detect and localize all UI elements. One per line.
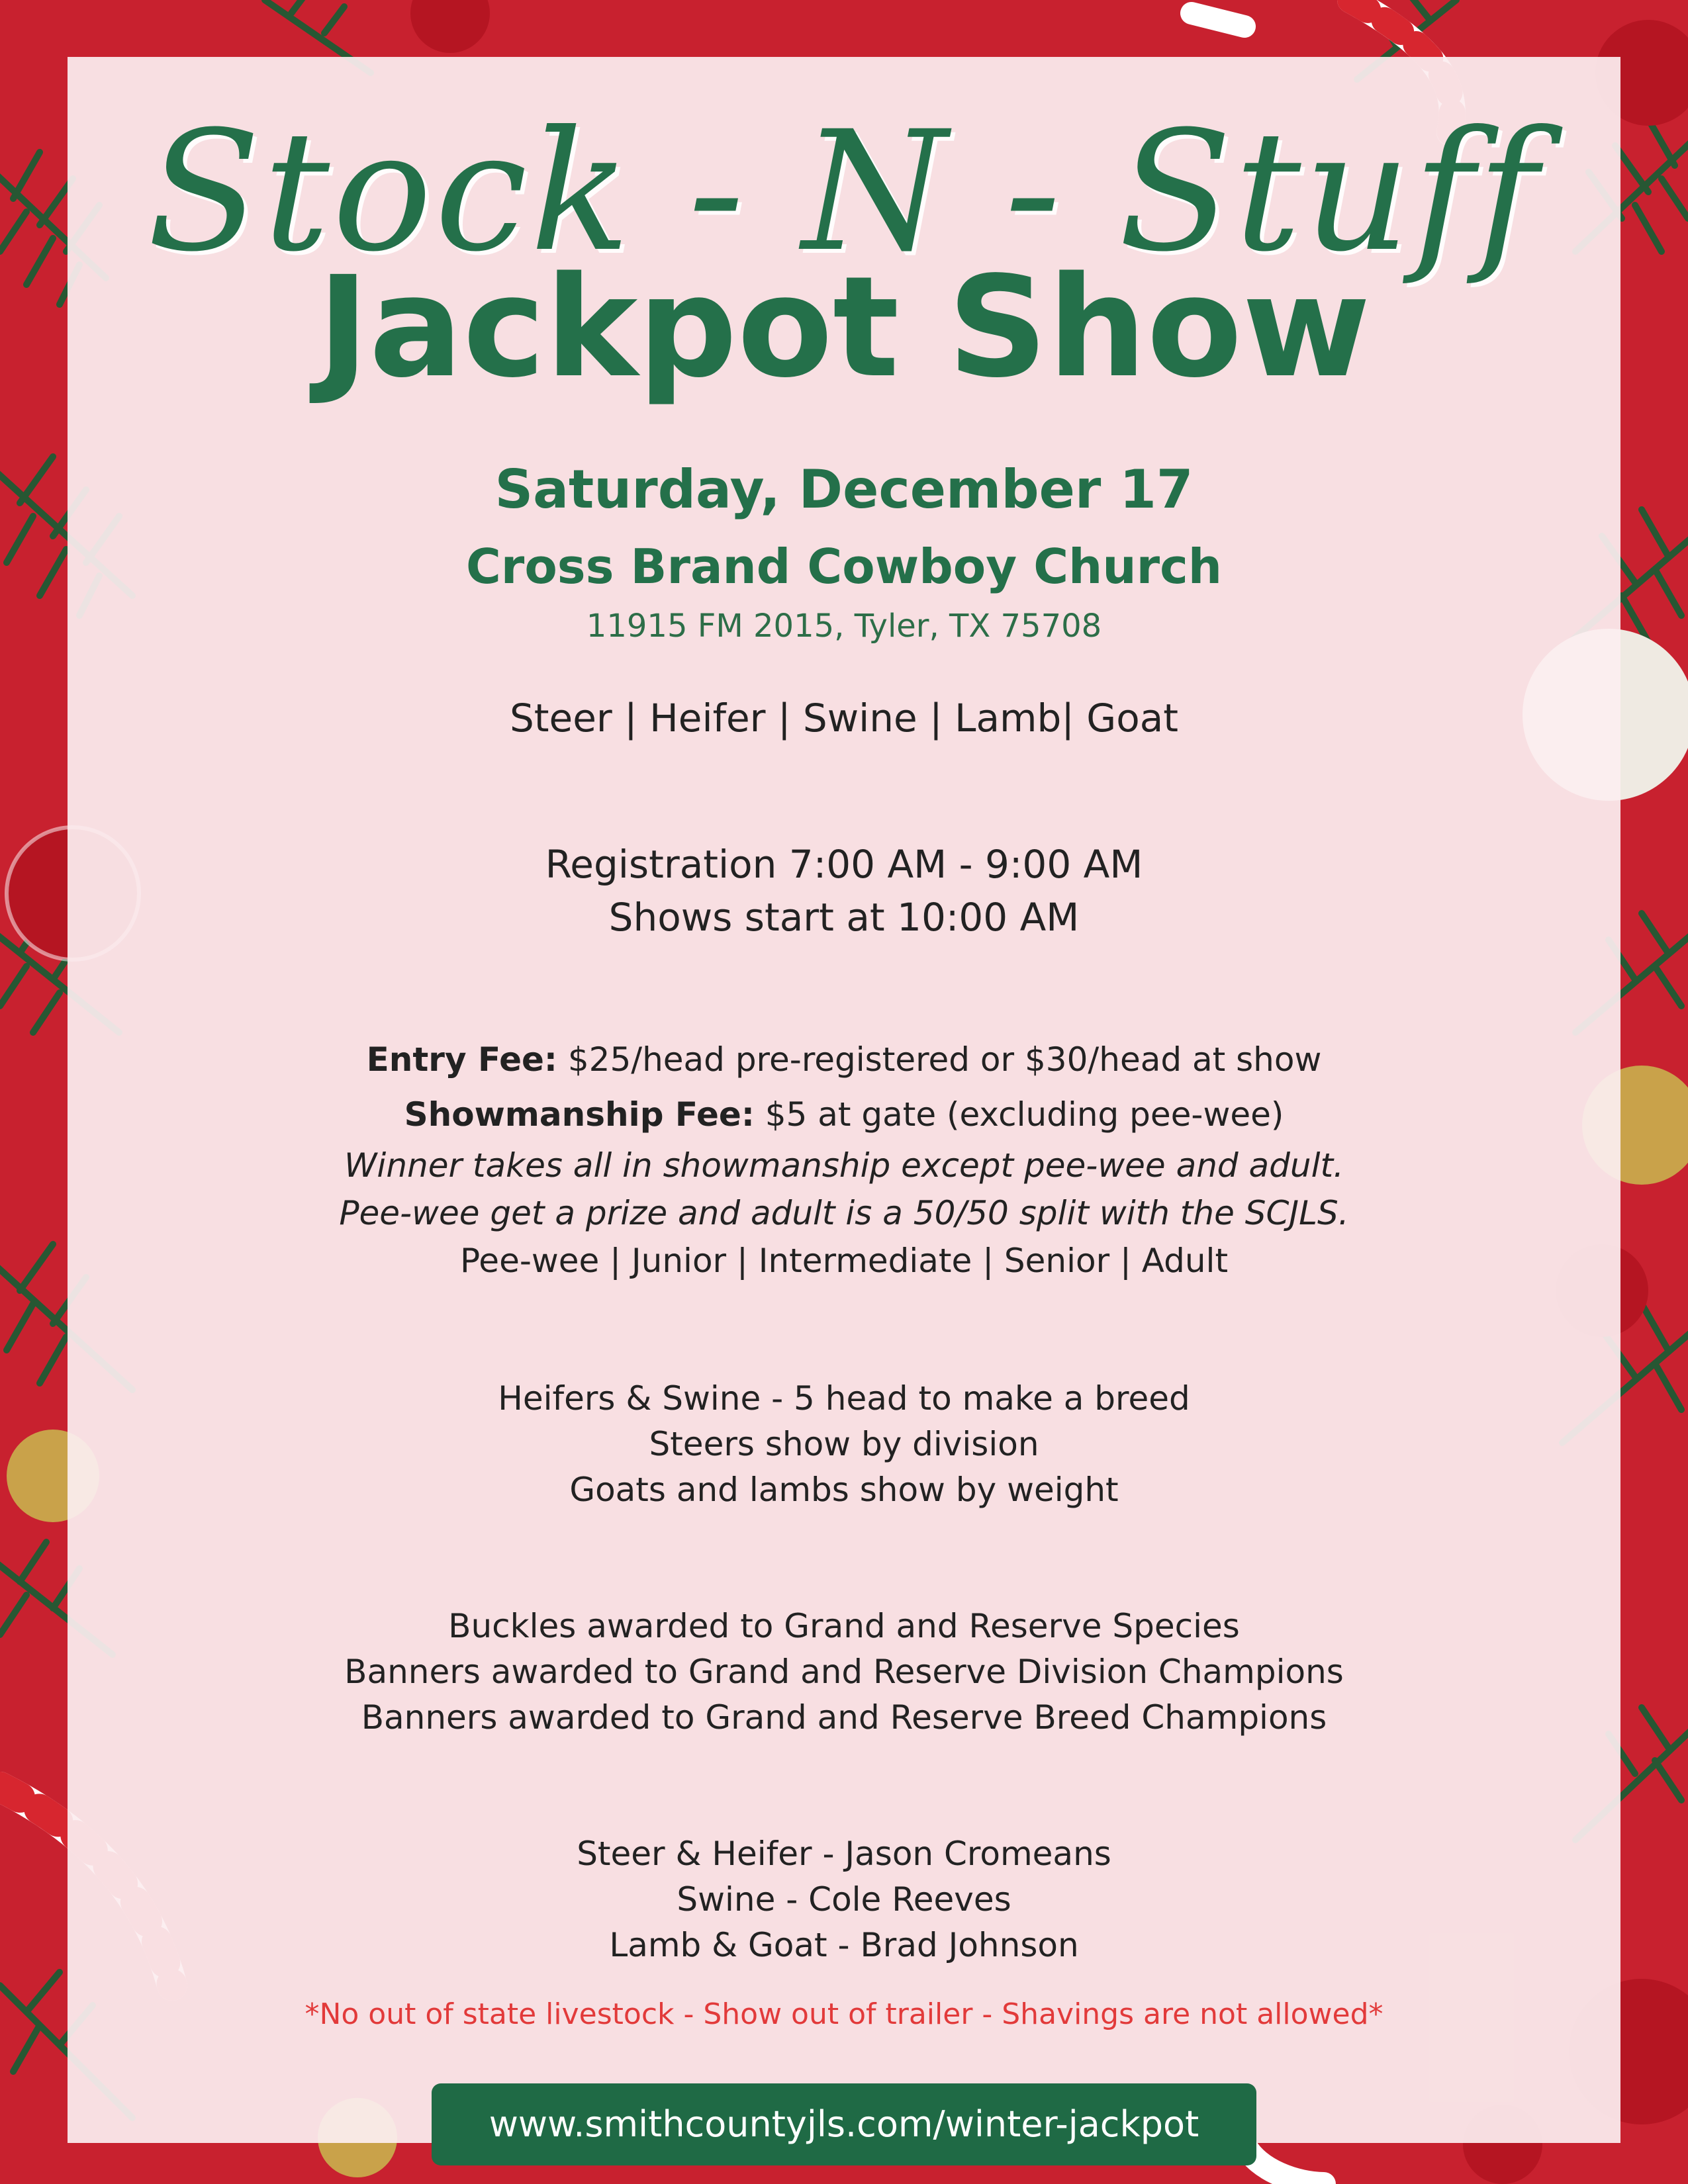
showmanship-fee-label: Showmanship Fee: <box>404 1095 755 1134</box>
event-date: Saturday, December 17 <box>494 459 1194 520</box>
show-start-time: Shows start at 10:00 AM <box>608 895 1080 940</box>
judge-item: Lamb & Goat - Brad Johnson <box>609 1926 1079 1964</box>
entry-fee-label: Entry Fee: <box>366 1040 557 1079</box>
entry-fee <box>0 1036 1688 1083</box>
event-venue: Cross Brand Cowboy Church <box>465 539 1223 594</box>
rule-item: Steers show by division <box>649 1425 1039 1463</box>
award-item: Banners awarded to Grand and Reserve Division Champions <box>344 1653 1344 1691</box>
registration-time: Registration 7:00 AM - 9:00 AM <box>545 842 1143 887</box>
main-title: Jackpot Show <box>317 246 1371 408</box>
script-title: Stock - N - Stuff <box>147 95 1541 288</box>
species-list: Steer | Heifer | Swine | Lamb| Goat <box>509 696 1179 741</box>
rule-item: Goats and lambs show by weight <box>569 1471 1119 1509</box>
division-list: Pee-wee | Junior | Intermediate | Senior | Adult <box>459 1242 1229 1280</box>
event-address: 11915 FM 2015, Tyler, TX 75708 <box>586 608 1102 645</box>
judge-item: Steer & Heifer - Jason Cromeans <box>577 1835 1111 1873</box>
award-item: Buckles awarded to Grand and Reserve Species <box>448 1607 1240 1645</box>
entry-fee-value: $25/head pre-registered or $30/head at show <box>557 1040 1322 1079</box>
showmanship-note-2: Pee-wee get a prize and adult is a 50/50 split with the SCJLS. <box>339 1194 1349 1232</box>
showmanship-fee <box>0 1091 1688 1138</box>
showmanship-note-1: Winner takes all in showmanship except pee-wee and adult. <box>344 1146 1344 1185</box>
award-item: Banners awarded to Grand and Reserve Breed Champions <box>361 1698 1327 1737</box>
rule-item: Heifers & Swine - 5 head to make a breed <box>498 1379 1190 1418</box>
disclaimer: *No out of state livestock - Show out of trailer - Shavings are not allowed* <box>305 1997 1383 2031</box>
showmanship-fee-value: $5 at gate (excluding pee-wee) <box>754 1095 1284 1134</box>
judge-item: Swine - Cole Reeves <box>677 1880 1011 1919</box>
website-link[interactable]: www.smithcountyjls.com/winter-jackpot <box>489 2103 1199 2145</box>
